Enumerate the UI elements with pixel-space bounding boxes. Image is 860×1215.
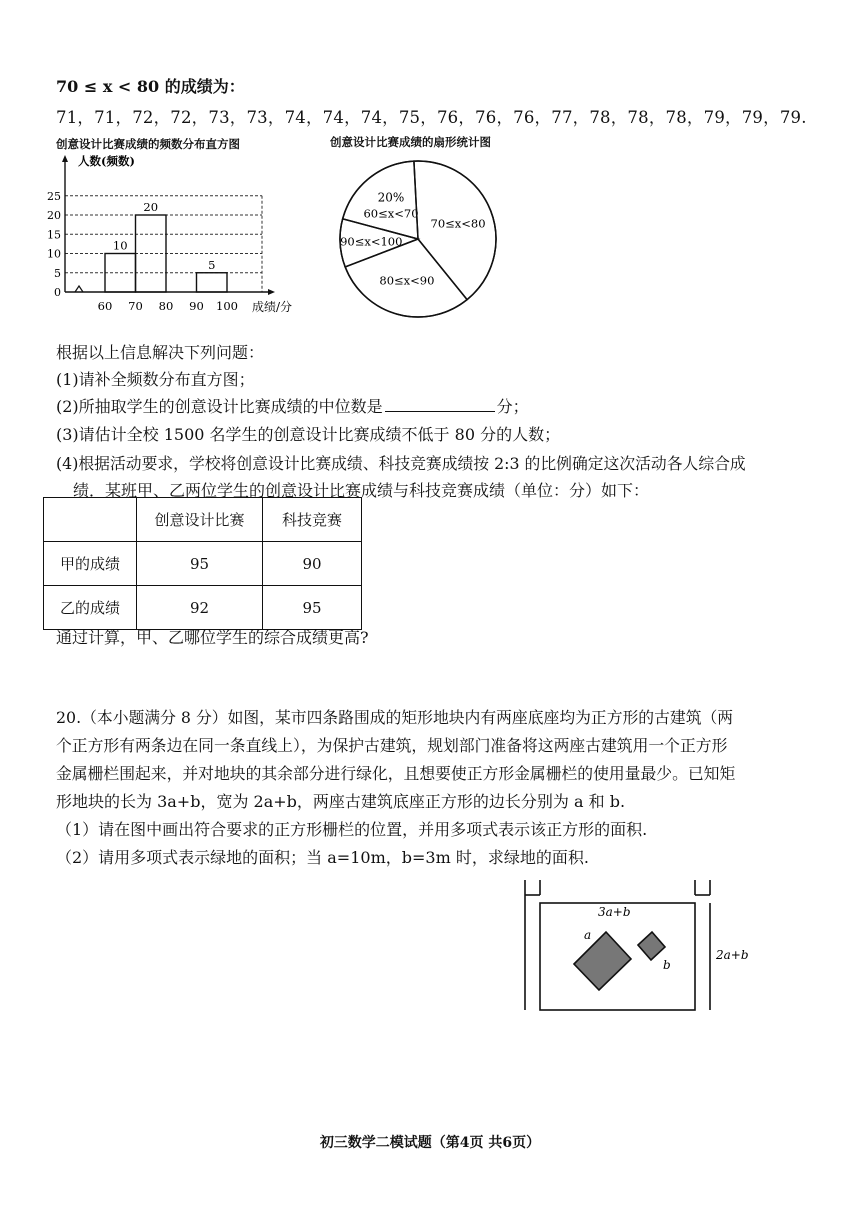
problem20-sub1: （1）请在图中画出符合要求的正方形栅栏的位置，并用多项式表示该正方形的面积.: [56, 820, 648, 839]
histogram-xlabel: 成绩/分: [252, 300, 293, 314]
table-row: [44, 542, 362, 586]
histogram-ytick-label: 25: [47, 189, 61, 203]
histogram-xtick-label: 80: [158, 299, 174, 313]
histogram-xtick-label: 60: [97, 299, 113, 313]
pie-slice-percent: 20%: [377, 190, 405, 205]
pie-title: 创意设计比赛成绩的扇形统计图: [330, 135, 491, 149]
question-2-unit: 分；: [496, 397, 529, 416]
length-label: 3a+b: [598, 905, 631, 919]
plot-figure: [510, 875, 770, 1015]
histogram-ylabel: 人数(频数): [78, 154, 135, 168]
table-cell: 90: [263, 542, 362, 586]
table-cell: 甲的成绩: [44, 542, 137, 586]
histogram-xtick-label: 90: [189, 299, 204, 313]
question-1: (1)请补全频数分布直方图；: [56, 370, 255, 389]
table-header-cell: 科技竞赛: [263, 498, 362, 542]
histogram-chart: [40, 150, 330, 325]
pie-slice-label: 90≤x<100: [340, 234, 403, 249]
histogram-title: 创意设计比赛成绩的频数分布直方图: [56, 137, 240, 151]
question-2: [56, 394, 529, 417]
question-4-line2: 绩．某班甲、乙两位学生的创意设计比赛成绩与科技竞赛成绩（单位：分）如下：: [73, 481, 650, 500]
answer-blank[interactable]: [385, 397, 495, 412]
building-square-a: [574, 932, 631, 990]
question-4-after: 通过计算，甲、乙哪位学生的综合成绩更高?: [56, 628, 369, 647]
histogram-ytick-label: 0: [54, 286, 61, 299]
building-square-b: [638, 932, 665, 960]
histogram-xtick-label: 70: [128, 299, 143, 313]
histogram-bars: [105, 200, 227, 292]
histogram-ytick-label: 5: [54, 266, 61, 280]
problem20-line1: 20.（本小题满分 8 分）如图，某市四条路围成的矩形地块内有两座底座均为正方形的古建筑（两: [56, 708, 734, 727]
table-cell: 乙的成绩: [44, 586, 137, 630]
question-3: (3)请估计全校 1500 名学生的创意设计比赛成绩不低于 80 分的人数；: [56, 425, 561, 444]
histogram-bar-label: 20: [143, 200, 159, 214]
problem20-line4: 形地块的长为 3a+b，宽为 2a+b，两座古建筑底座正方形的边长分别为 a 和 b.: [56, 792, 626, 811]
pie-slice-label: 60≤x<70: [363, 206, 419, 221]
table-header-cell: [44, 498, 137, 542]
histogram-xtick-label: 100: [216, 299, 238, 313]
table-cell: 95: [137, 542, 263, 586]
side-b-label: b: [663, 958, 671, 972]
side-a-label: a: [584, 928, 592, 942]
page-footer: 初三数学二模试题（第4页 共6页）: [319, 1135, 541, 1151]
problem20-line2: 个正方形有两条边在同一条直线上），为保护古建筑，规划部门准备将这两座古建筑用一个正方形: [56, 736, 728, 755]
scores-list: 71，71，72，72，73，73，74，74，74，75，76，76，76，77，78，78，78，79，79，79.: [56, 108, 807, 127]
histogram-bar: [197, 273, 228, 292]
problem20-line3: 金属栅栏围起来，并对地块的其余部分进行绿化，且想要使正方形金属栅栏的使用量最少。已知矩: [56, 764, 736, 783]
histogram-bar-label: 5: [208, 257, 216, 272]
histogram-grid: [65, 196, 262, 292]
histogram-ytick-label: 15: [47, 228, 61, 242]
table-header-cell: 创意设计比赛: [137, 498, 263, 542]
table-header-row: [44, 498, 362, 542]
width-label: 2a+b: [716, 948, 749, 962]
table-row: [44, 586, 362, 630]
histogram-ytick-label: 10: [47, 247, 61, 261]
histogram-bar-label: 10: [112, 238, 128, 253]
histogram-axis-break: [75, 286, 83, 292]
histogram-y-arrow: [62, 155, 68, 162]
table-cell: 95: [263, 586, 362, 630]
pie-chart: [330, 148, 510, 328]
histogram-x-arrow: [268, 289, 275, 295]
questions-intro: 根据以上信息解决下列问题：: [56, 343, 265, 362]
pie-slice-label: 80≤x<90: [379, 273, 435, 288]
pie-slice-label: 70≤x<80: [430, 216, 486, 231]
problem20-sub2: （2）请用多项式表示绿地的面积；当 a=10m，b=3m 时，求绿地的面积.: [56, 848, 589, 867]
table-cell: 92: [137, 586, 263, 630]
data-heading: 70 ≤ x < 80 的成绩为：: [56, 77, 245, 96]
histogram-ytick-label: 20: [47, 209, 61, 222]
question-4-line1: (4)根据活动要求，学校将创意设计比赛成绩、科技竞赛成绩按 2:3 的比例确定这次活动各人综合成: [56, 454, 746, 473]
score-table: [43, 497, 362, 630]
question-2-text: (2)所抽取学生的创意设计比赛成绩的中位数是: [56, 397, 383, 416]
